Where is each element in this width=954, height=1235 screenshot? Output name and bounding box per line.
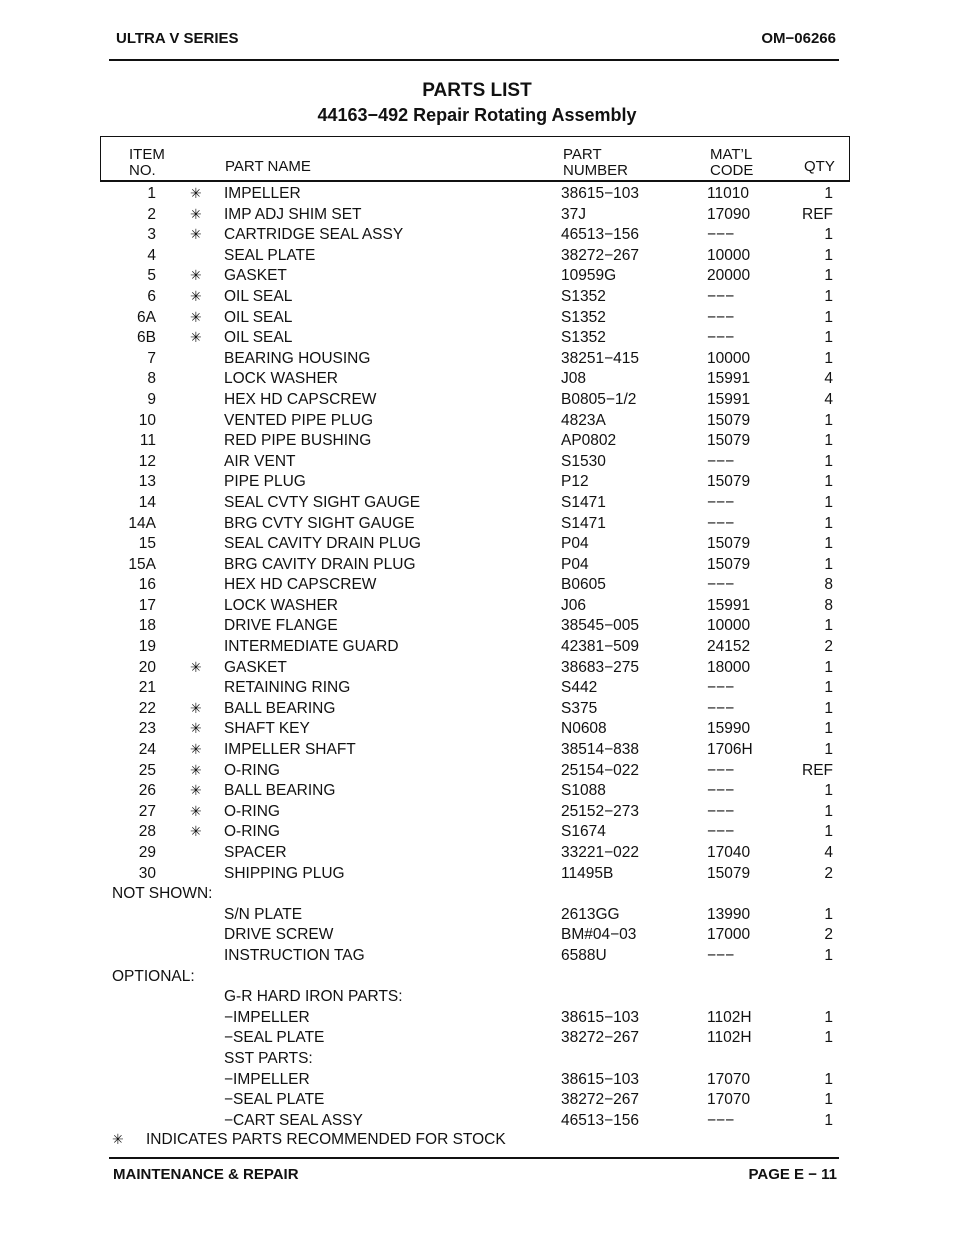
star-icon: ✳ bbox=[190, 185, 202, 201]
star-icon: ✳ bbox=[190, 287, 202, 304]
material-code: 15991 bbox=[707, 596, 751, 614]
table-column-header bbox=[100, 136, 850, 182]
part-number: S1352 bbox=[561, 308, 606, 326]
part-number: 25152−273 bbox=[561, 802, 640, 820]
table-row bbox=[0, 616, 954, 637]
table-row bbox=[0, 1070, 954, 1091]
material-code: 11010 bbox=[707, 185, 749, 202]
quantity: 1 bbox=[824, 411, 833, 429]
part-number: 6588U bbox=[561, 946, 607, 964]
quantity: 1 bbox=[824, 555, 833, 573]
star-icon: ✳ bbox=[190, 267, 202, 284]
legend-text: INDICATES PARTS RECOMMENDED FOR STOCK bbox=[146, 1131, 506, 1148]
material-code: 17070 bbox=[707, 1091, 751, 1109]
col-item-label: ITEM bbox=[129, 146, 165, 163]
material-code: 10000 bbox=[707, 246, 751, 264]
table-row bbox=[0, 822, 954, 843]
part-name: SHIPPING PLUG bbox=[224, 864, 345, 882]
material-code: 10000 bbox=[707, 349, 751, 367]
stock-legend bbox=[112, 1131, 506, 1149]
quantity: 1 bbox=[824, 514, 833, 532]
part-name: SHAFT KEY bbox=[224, 720, 310, 738]
quantity: 1 bbox=[824, 720, 833, 738]
part-number: 46513−156 bbox=[561, 1111, 640, 1129]
part-name: IMPELLER SHAFT bbox=[224, 741, 356, 759]
part-number: 25154−022 bbox=[561, 761, 640, 779]
part-name: O-RING bbox=[224, 823, 280, 841]
item-number: 20 bbox=[138, 658, 156, 676]
col-mat-code-label: MAT’L bbox=[710, 146, 753, 163]
material-code: 15079 bbox=[707, 432, 751, 450]
material-code: 18000 bbox=[707, 658, 751, 676]
table-row bbox=[0, 905, 954, 926]
table-row bbox=[0, 658, 954, 679]
star-icon: ✳ bbox=[190, 761, 202, 778]
item-number: 8 bbox=[147, 370, 156, 388]
part-number: BM#04−03 bbox=[561, 926, 637, 944]
part-name: SEAL CVTY SIGHT GAUGE bbox=[224, 493, 421, 511]
part-number: 4823A bbox=[561, 411, 606, 429]
material-code: −−− bbox=[707, 761, 735, 779]
part-name: SST PARTS: bbox=[224, 1049, 313, 1067]
part-name: GASKET bbox=[224, 267, 287, 285]
material-code: −−− bbox=[707, 1111, 735, 1129]
table-row bbox=[0, 246, 954, 267]
part-name: BRG CAVITY DRAIN PLUG bbox=[224, 555, 416, 573]
part-number: 38615−103 bbox=[561, 185, 640, 202]
quantity: 1 bbox=[824, 1070, 833, 1088]
table-row bbox=[0, 781, 954, 802]
part-number: 10959G bbox=[561, 267, 617, 285]
part-number: S1674 bbox=[561, 823, 606, 841]
col-item-label-2: NO. bbox=[129, 162, 156, 179]
quantity: REF bbox=[802, 205, 833, 223]
section-heading-row bbox=[0, 967, 954, 988]
part-name: VENTED PIPE PLUG bbox=[224, 411, 374, 429]
part-name: OIL SEAL bbox=[224, 308, 293, 326]
table-row bbox=[0, 369, 954, 390]
part-name: G-R HARD IRON PARTS: bbox=[224, 988, 403, 1006]
part-name: OIL SEAL bbox=[224, 329, 293, 347]
material-code: −−− bbox=[707, 946, 735, 964]
part-number: 33221−022 bbox=[561, 844, 640, 861]
table-row bbox=[0, 266, 954, 287]
part-number: S1088 bbox=[561, 782, 606, 800]
part-name: −IMPELLER bbox=[224, 1070, 310, 1088]
quantity: 1 bbox=[824, 741, 833, 759]
quantity: 1 bbox=[824, 617, 833, 635]
item-number: 6A bbox=[137, 308, 156, 326]
item-number: 26 bbox=[138, 782, 156, 800]
part-name: −SEAL PLATE bbox=[224, 1091, 325, 1109]
part-name: GASKET bbox=[224, 658, 287, 676]
table-row bbox=[0, 740, 954, 761]
table-row bbox=[0, 987, 954, 1008]
part-number: B0805−1/2 bbox=[561, 390, 637, 408]
table-row bbox=[0, 637, 954, 658]
quantity: 1 bbox=[824, 1091, 833, 1109]
part-name: PIPE PLUG bbox=[224, 473, 306, 491]
part-number: 38251−415 bbox=[561, 349, 640, 367]
material-code: −−− bbox=[707, 514, 735, 532]
part-name: CARTRIDGE SEAL ASSY bbox=[224, 226, 404, 244]
quantity: 2 bbox=[824, 864, 833, 882]
part-name: SEAL PLATE bbox=[224, 246, 316, 264]
material-code: −−− bbox=[707, 308, 735, 326]
part-number: 38683−275 bbox=[561, 658, 640, 676]
material-code: 15991 bbox=[707, 390, 751, 408]
table-row bbox=[0, 678, 954, 699]
table-row bbox=[0, 596, 954, 617]
quantity: 1 bbox=[824, 308, 833, 326]
item-number: 28 bbox=[138, 823, 156, 841]
material-code: 1102H bbox=[707, 1008, 752, 1026]
quantity: 1 bbox=[824, 287, 833, 305]
star-icon: ✳ bbox=[190, 782, 202, 799]
part-name: LOCK WASHER bbox=[224, 370, 338, 388]
material-code: 10000 bbox=[707, 617, 751, 635]
material-code: −−− bbox=[707, 782, 735, 800]
material-code: −−− bbox=[707, 452, 735, 470]
quantity: 1 bbox=[824, 493, 833, 511]
table-row bbox=[0, 699, 954, 720]
page-title: PARTS LIST bbox=[422, 80, 532, 101]
item-number: 7 bbox=[147, 349, 156, 367]
part-name: O-RING bbox=[224, 802, 280, 820]
part-name: INSTRUCTION TAG bbox=[224, 946, 365, 964]
material-code: −−− bbox=[707, 679, 735, 697]
part-number: P12 bbox=[561, 473, 589, 491]
material-code: 15079 bbox=[707, 864, 751, 882]
item-number: 12 bbox=[138, 452, 156, 470]
table-row bbox=[0, 1008, 954, 1029]
part-number: N0608 bbox=[561, 720, 607, 738]
table-row bbox=[0, 225, 954, 246]
material-code: 24152 bbox=[707, 638, 751, 656]
quantity: 1 bbox=[824, 782, 833, 800]
part-number: 2613GG bbox=[561, 905, 620, 923]
part-number: J08 bbox=[561, 370, 586, 388]
table-row bbox=[0, 1028, 954, 1049]
material-code: 17090 bbox=[707, 205, 751, 223]
item-number: 3 bbox=[147, 226, 156, 244]
table-row bbox=[0, 1111, 954, 1132]
part-name: HEX HD CAPSCREW bbox=[224, 390, 377, 408]
quantity: 1 bbox=[824, 1029, 833, 1047]
item-number: 30 bbox=[138, 864, 156, 882]
part-number: 37J bbox=[561, 205, 586, 223]
item-number: 22 bbox=[138, 699, 156, 717]
table-row bbox=[0, 390, 954, 411]
part-number: S1352 bbox=[561, 287, 606, 305]
part-name: RETAINING RING bbox=[224, 679, 351, 697]
table-row bbox=[0, 802, 954, 823]
part-number: S1471 bbox=[561, 493, 606, 511]
table-row bbox=[0, 575, 954, 596]
material-code: 15079 bbox=[707, 473, 751, 491]
part-name: HEX HD CAPSCREW bbox=[224, 576, 377, 594]
material-code: 15991 bbox=[707, 370, 751, 388]
part-name: IMP ADJ SHIM SET bbox=[224, 205, 362, 223]
material-code: −−− bbox=[707, 823, 735, 841]
table-row bbox=[0, 925, 954, 946]
material-code: 1706H bbox=[707, 741, 753, 759]
quantity: 1 bbox=[824, 679, 833, 697]
quantity: 1 bbox=[824, 226, 833, 244]
part-number: 38615−103 bbox=[561, 1070, 640, 1088]
part-name: −IMPELLER bbox=[224, 1008, 310, 1026]
material-code: 15079 bbox=[707, 555, 751, 573]
part-number: S375 bbox=[561, 699, 598, 717]
quantity: 1 bbox=[824, 432, 833, 450]
table-row bbox=[0, 411, 954, 432]
star-icon: ✳ bbox=[190, 823, 202, 840]
item-number: 16 bbox=[138, 576, 156, 594]
part-name: O-RING bbox=[224, 761, 280, 779]
part-number: P04 bbox=[561, 535, 589, 553]
part-name: IMPELLER bbox=[224, 185, 301, 202]
part-number: 38272−267 bbox=[561, 1029, 640, 1047]
part-name: −CART SEAL ASSY bbox=[224, 1111, 363, 1129]
part-name: BALL BEARING bbox=[224, 782, 336, 800]
quantity: 1 bbox=[824, 267, 833, 285]
star-icon: ✳ bbox=[190, 699, 202, 716]
col-qty-label: QTY bbox=[804, 158, 835, 175]
material-code: −−− bbox=[707, 287, 735, 305]
quantity: 1 bbox=[824, 905, 833, 923]
item-number: 6 bbox=[147, 287, 156, 305]
part-name: DRIVE SCREW bbox=[224, 926, 334, 944]
item-number: 17 bbox=[138, 596, 156, 614]
header-doc-number: OM−06266 bbox=[761, 30, 836, 47]
item-number: 6B bbox=[137, 329, 156, 347]
footer-rule bbox=[109, 1157, 839, 1159]
page-subtitle: 44163−492 Repair Rotating Assembly bbox=[317, 105, 637, 125]
star-icon: ✳ bbox=[112, 1131, 124, 1147]
material-code: −−− bbox=[707, 576, 735, 594]
material-code: 13990 bbox=[707, 905, 751, 923]
item-number: 1 bbox=[147, 185, 156, 202]
quantity: 1 bbox=[824, 329, 833, 347]
item-number: 18 bbox=[138, 617, 156, 635]
table-row bbox=[0, 946, 954, 967]
quantity: 1 bbox=[824, 1111, 833, 1129]
item-number: 4 bbox=[147, 246, 156, 264]
item-number: 14 bbox=[138, 493, 156, 511]
material-code: 17070 bbox=[707, 1070, 751, 1088]
table-row bbox=[0, 452, 954, 473]
item-number: 23 bbox=[138, 720, 156, 738]
table-row bbox=[0, 308, 954, 329]
item-number: 9 bbox=[147, 390, 156, 408]
table-row bbox=[0, 1090, 954, 1111]
material-code: −−− bbox=[707, 802, 735, 820]
material-code: −−− bbox=[707, 329, 735, 347]
star-icon: ✳ bbox=[190, 308, 202, 325]
table-row bbox=[0, 555, 954, 576]
part-name: LOCK WASHER bbox=[224, 596, 338, 614]
part-number: S1530 bbox=[561, 452, 606, 470]
table-row bbox=[0, 514, 954, 535]
part-name: −SEAL PLATE bbox=[224, 1029, 325, 1047]
quantity: 1 bbox=[824, 246, 833, 264]
footer-section: MAINTENANCE & REPAIR bbox=[113, 1166, 299, 1183]
part-number: 42381−509 bbox=[561, 638, 640, 656]
item-number: 11 bbox=[139, 432, 156, 450]
star-icon: ✳ bbox=[190, 802, 202, 819]
table-row bbox=[0, 534, 954, 555]
item-number: 5 bbox=[147, 267, 156, 285]
quantity: 1 bbox=[824, 185, 833, 202]
star-icon: ✳ bbox=[190, 226, 202, 243]
part-number: 38514−838 bbox=[561, 741, 640, 759]
star-icon: ✳ bbox=[190, 205, 202, 222]
part-number: AP0802 bbox=[561, 432, 617, 450]
part-name: DRIVE FLANGE bbox=[224, 617, 338, 635]
footer-page-number: PAGE E − 11 bbox=[748, 1166, 837, 1183]
part-name: OIL SEAL bbox=[224, 287, 293, 305]
item-number: 24 bbox=[138, 741, 156, 759]
material-code: 17000 bbox=[707, 926, 751, 944]
material-code: 17040 bbox=[707, 844, 751, 861]
item-number: 27 bbox=[138, 802, 156, 820]
table-row bbox=[0, 287, 954, 308]
material-code: −−− bbox=[707, 699, 735, 717]
part-number: P04 bbox=[561, 555, 589, 573]
table-row bbox=[0, 843, 954, 864]
section-label: OPTIONAL: bbox=[112, 967, 195, 985]
part-number: B0605 bbox=[561, 576, 606, 594]
col-part-number-label-2: NUMBER bbox=[563, 162, 629, 179]
item-number: 29 bbox=[138, 844, 156, 861]
item-number: 25 bbox=[138, 761, 156, 779]
item-number: 21 bbox=[138, 679, 156, 697]
item-number: 2 bbox=[147, 205, 156, 223]
material-code: −−− bbox=[707, 226, 735, 244]
quantity: 1 bbox=[824, 658, 833, 676]
star-icon: ✳ bbox=[190, 658, 202, 675]
table-row bbox=[0, 864, 954, 885]
item-number: 15A bbox=[128, 555, 156, 573]
part-name: AIR VENT bbox=[224, 452, 296, 470]
quantity: 1 bbox=[824, 823, 833, 841]
part-name: SEAL CAVITY DRAIN PLUG bbox=[224, 535, 421, 553]
item-number: 13 bbox=[138, 473, 156, 491]
table-row bbox=[0, 184, 954, 205]
table-row bbox=[0, 349, 954, 370]
section-label: NOT SHOWN: bbox=[112, 885, 213, 903]
part-number: S1471 bbox=[561, 514, 606, 532]
quantity: 8 bbox=[824, 576, 833, 594]
material-code: 15990 bbox=[707, 720, 751, 738]
table-row bbox=[0, 472, 954, 493]
part-number: 38615−103 bbox=[561, 1008, 640, 1026]
part-name: BALL BEARING bbox=[224, 699, 336, 717]
quantity: 1 bbox=[824, 349, 833, 367]
item-number: 14A bbox=[128, 514, 156, 532]
quantity: 2 bbox=[824, 638, 833, 656]
part-number: 46513−156 bbox=[561, 226, 640, 244]
quantity: 1 bbox=[824, 802, 833, 820]
star-icon: ✳ bbox=[190, 329, 202, 346]
section-heading-row bbox=[0, 884, 954, 905]
col-mat-code-label-2: CODE bbox=[710, 162, 754, 179]
quantity: 4 bbox=[824, 844, 833, 861]
table-row bbox=[0, 761, 954, 782]
table-row bbox=[0, 493, 954, 514]
table-row bbox=[0, 719, 954, 740]
item-number: 19 bbox=[138, 638, 156, 656]
part-name: BRG CVTY SIGHT GAUGE bbox=[224, 514, 415, 532]
part-number: J06 bbox=[561, 596, 586, 614]
part-number: S1352 bbox=[561, 329, 606, 347]
quantity: 1 bbox=[824, 473, 833, 491]
material-code: −−− bbox=[707, 493, 735, 511]
col-part-name-label: PART NAME bbox=[225, 158, 311, 175]
part-name: INTERMEDIATE GUARD bbox=[224, 638, 399, 656]
part-number: 38272−267 bbox=[561, 246, 640, 264]
quantity: 1 bbox=[824, 1008, 833, 1026]
part-number: S442 bbox=[561, 679, 598, 697]
item-number: 10 bbox=[138, 411, 156, 429]
quantity: 8 bbox=[824, 596, 833, 614]
quantity: 2 bbox=[824, 926, 833, 944]
part-name: SPACER bbox=[224, 844, 287, 861]
quantity: 1 bbox=[824, 452, 833, 470]
quantity: 4 bbox=[824, 370, 833, 388]
material-code: 20000 bbox=[707, 267, 751, 285]
item-number: 15 bbox=[138, 535, 156, 553]
part-number: 38545−005 bbox=[561, 617, 640, 635]
table-row bbox=[0, 205, 954, 226]
part-name: S/N PLATE bbox=[224, 905, 303, 923]
part-name: BEARING HOUSING bbox=[224, 349, 371, 367]
part-number: 38272−267 bbox=[561, 1091, 640, 1109]
part-name: RED PIPE BUSHING bbox=[224, 432, 372, 450]
table-row bbox=[0, 431, 954, 452]
table-row bbox=[0, 1049, 954, 1070]
material-code: 15079 bbox=[707, 411, 751, 429]
star-icon: ✳ bbox=[190, 741, 202, 758]
material-code: 15079 bbox=[707, 535, 751, 553]
header-rule bbox=[109, 59, 839, 61]
quantity: 1 bbox=[824, 535, 833, 553]
header-series: ULTRA V SERIES bbox=[116, 30, 239, 47]
quantity: REF bbox=[802, 761, 833, 779]
col-part-number-label: PART bbox=[563, 146, 602, 163]
star-icon: ✳ bbox=[190, 720, 202, 737]
table-row bbox=[0, 328, 954, 349]
material-code: 1102H bbox=[707, 1029, 752, 1047]
parts-table-body bbox=[0, 184, 954, 1131]
quantity: 1 bbox=[824, 946, 833, 964]
quantity: 1 bbox=[824, 699, 833, 717]
part-number: 11495B bbox=[561, 864, 614, 882]
quantity: 4 bbox=[824, 390, 833, 408]
